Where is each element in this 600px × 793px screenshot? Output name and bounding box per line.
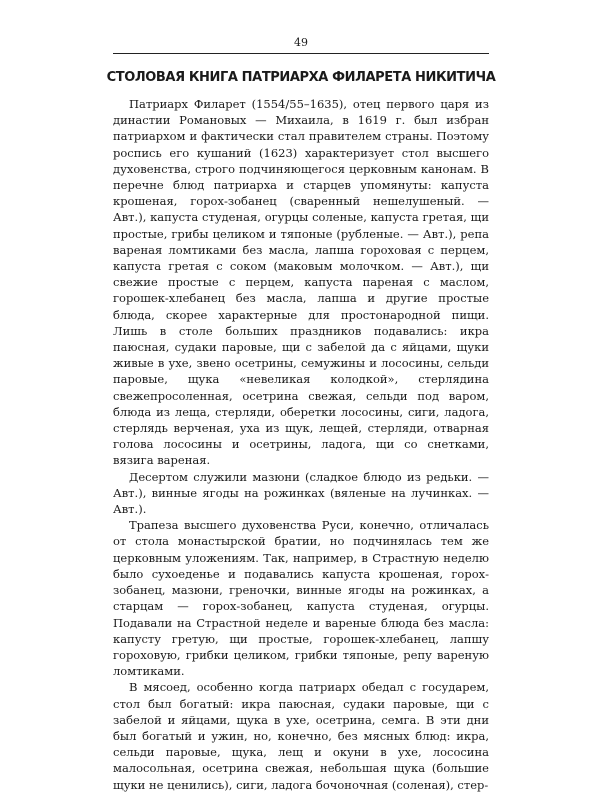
header-rule bbox=[113, 53, 489, 54]
paragraph: Трапеза высшего духовенства Руси, конечно, отличалась от стола монастырской братии, но подчинялась тем же церковным уложениям. Так, например, в Страстную неделю было сухоеденье и подавались капуста крошеная, горох-зобанец, мазюни, греночки, винные ягоды на рожинках, а старцам — горох-зобанец, капуста студеная, огурцы. Подавали на Страстной неделе и вареные блюда без масла: капусту гретую, щи простые, горошек-хлебанец, лапшу гороховую, грибки целиком, грибки тяпоные, репу вареную ломтиками. bbox=[113, 518, 489, 679]
body-text bbox=[113, 96, 489, 793]
page-number: 49 bbox=[294, 36, 308, 49]
paragraph: В мясоед, особенно когда патриарх обедал с государем, стол был богатый: икра паюсная, судаки паровые, щи с забелой и яйцами, щука в ухе, осетрина, семга. В эти дни был богатый и ужин, но, конечно, без мясных блюд: икра, сельди паровые, щука, лещ и окуни в ухе, лососина малосольная, осетрина свежая, небольшая щука (большие щуки не ценились), сиги, ладога бочоночная (соленая), стер- bbox=[113, 680, 489, 792]
chapter-title: СТОЛОВАЯ КНИГА ПАТРИАРХА ФИЛАРЕТА НИКИТИЧА bbox=[106, 70, 496, 85]
paragraph: Десертом служили мазюни (сладкое блюдо из редьки. — Авт.), винные ягоды на рожинках (вяленые на лучинках. — Авт.). bbox=[113, 469, 489, 517]
book-page bbox=[106, 36, 496, 793]
paragraph: Патриарх Филарет (1554/55–1635), отец первого царя из династии Романовых — Михаила, в 1619 г. был избран патриархом и фактически стал правителем страны. Поэтому роспись его кушаний (1623) характеризует стол высшего духовенства, строго подчиняющегося церковным канонам. В перечне блюд патриарха и старцев упомянуты: капуста крошеная, горох-зобанец (сваренный нешелушеный. — Авт.), капуста студеная, огурцы соленые, капуста гретая, щи простые, грибы целиком и тяпоные (рубленые. — Авт.), репа вареная ломтиками без масла, лапша гороховая с перцем, капуста гретая с соком (маковым молочком. — Авт.), щи свежие простые с перцем, капуста пареная с маслом, горошек-хлебанец без масла, лапша и другие простые блюда, скорее характерные для простонародной пищи. Лишь в столе больших праздников подавались: икра паюсная, судаки паровые, щи с забелой да с яйцами, щуки живые в ухе, звено осетрины, семужины и лососины, сельди паровые, щука «невеликая колодкой», стерлядина свежепросоленная, осетрина свежая, сельди под варом, блюда из леща, стерляди, оберетки лососины, сиги, ладога, стерлядь верченая, уха из щук, лещей, стерляди, отварная голова лососины и осетрины, ладога, щи со снетками, вязига вареная. bbox=[113, 97, 489, 468]
